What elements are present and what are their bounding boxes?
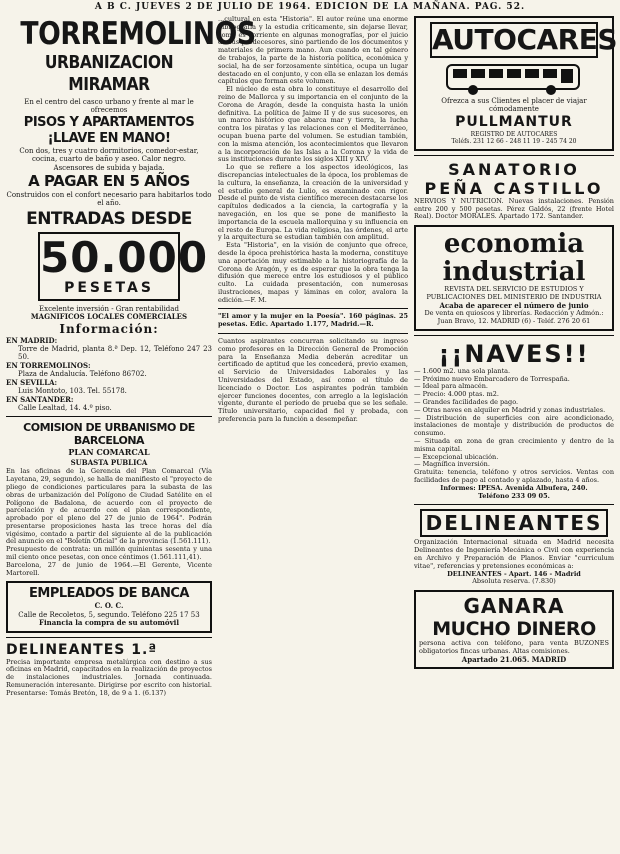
info-heading: Información: — [59, 321, 159, 336]
dash-bullet-icon: — — [414, 382, 423, 391]
naves-list-text: Precio: 4.000 ptas. m2. — [422, 390, 499, 399]
dash-bullet-icon: — — [414, 460, 423, 469]
divider — [6, 637, 212, 638]
right-column — [414, 16, 618, 669]
article-paragraph-3: Lo que se refiere a los aspectos ideológicos, las discrepancias intelectuales de la época, los problemas de la cultura, la enseñanza, la creación de la universidad y el estudio general de Lulio, es examinado con rigor. Desde el punto de vista científico merecen destacarse los capítulos dedicados a la ciencia, la cartografía y la navegación, en los que se pone de manifiesto la importancia de la escuela mallorquina y su influencia en el resto de Europa. La vida religiosa, las órdenes, el arte y la arquitectura se estudian también con amplitud. — [218, 163, 408, 242]
madrid-heading: EN MADRID: — [6, 335, 58, 345]
dash-bullet-icon: — — [414, 366, 423, 375]
article-paragraph-2: El núcleo de esta obra lo constituye el desarrollo del reino de Mallorca y su importancia en el conjunto de la Corona de Aragón, desde la conquista hasta la unión definitiva. La política de Jaime II y de sus sucesores, en un marco histórico que abarca mar y tierra, la lucha contra los piratas y las relaciones con el Mediterráneo, ocupan buena parte del volumen. Se estudian también, con la misma atención, los acontecimientos que llevaron a la incorporación de las Islas a la Corona y la vida de sus instituciones durante los siglos XIII y XIV. — [218, 85, 408, 164]
comision-body-2: Presupuesto de contrata: un millón quinientas sesenta y una mil ciento once pesetas, con once céntimos (1.561.111,41). — [6, 545, 212, 562]
divider — [414, 504, 614, 505]
torremolinos-ad — [6, 16, 256, 412]
naves-list-text: 1.600 m2. una sola planta. — [422, 366, 511, 375]
torre-intro: En el centro del casco urbano y frente al mar le ofrecemos — [24, 98, 194, 115]
divider — [6, 416, 212, 417]
sanatorio-title: SANATORIO — [448, 159, 580, 179]
naves-info: Informes: IPESA. Avenida Albufera, 240. — [440, 483, 588, 492]
left-column — [6, 16, 256, 698]
madrid-address: Torre de Madrid, planta 8.ª Dep. 12, Teléfono 247 23 50. — [18, 345, 212, 362]
dash-bullet-icon: — — [414, 436, 425, 445]
economia-ad — [414, 225, 614, 331]
article-paragraph-4: Esta "Historia", en la visión de conjunto que ofrece, desde la época prehistórica hasta la moderna, constituye una aportación muy estimable a la historiografía de la Corona de Aragón, y es de esperar que la obra tenga la difusión que merece entre los estudiosos y el público culto. La cuidada presentación, con numerosas ilustraciones, mapas y láminas en color, avalora la edición.—F. M. — [218, 241, 408, 304]
naves-list-text: Distribución de superficies con aire acondicionado, instalaciones de montaje y distribución de productos de consumo. — [414, 413, 614, 438]
autocares-ad — [414, 16, 618, 151]
divider — [414, 155, 614, 156]
naves-title: ¡¡NAVES!! — [438, 339, 590, 368]
ganara-ad — [414, 590, 614, 669]
delineantes-address-right: DELINEANTES - Apart. 146 - Madrid — [447, 569, 581, 578]
naves-phone: Teléfono 233 09 05. — [478, 491, 550, 500]
naves-list-item — [414, 415, 614, 438]
divider — [414, 335, 614, 336]
economia-venta: De venta en quioscos y librerías. Redacción y Admón.: Juan Bravo, 12. MADRID (6) - Teléf. 276 20 61 — [424, 309, 604, 325]
naves-list-text: Otras naves en alquiler en Madrid y zonas industriales. — [422, 405, 606, 414]
delineantes-title-left: DELINEANTES 1.ª — [6, 641, 158, 658]
torremolinos-address: Plaza de Andalucía. Teléfono 86702. — [18, 370, 147, 379]
naves-list-text: Próximo nuevo Embarcadero de Torrespaña. — [422, 374, 570, 383]
economia-body: REVISTA DEL SERVICIO DE ESTUDIOS Y PUBLICACIONES DEL MINISTERIO DE INDUSTRIA — [426, 285, 602, 301]
sanatorio-title-2: PEÑA CASTILLO — [424, 178, 604, 198]
pullmantur-sub: REGISTRO DE AUTOCARES — [470, 130, 558, 138]
price-box — [38, 232, 209, 301]
naves-list-text: Ideal para almacén. — [422, 382, 488, 391]
sanatorio-ad — [414, 160, 614, 221]
torremolinos-heading: EN TORREMOLINOS: — [6, 360, 91, 370]
ganara-address: Apartado 21.065. MADRID — [461, 654, 567, 664]
pullmantur-phone: Teléfs. 231 12 66 - 248 11 19 - 245 74 20 — [451, 137, 577, 145]
middle-column — [218, 16, 408, 852]
dash-bullet-icon: — — [414, 374, 423, 383]
autocares-title: AUTOCARES — [432, 23, 618, 56]
ganara-title-2: MUCHO DINERO — [432, 618, 596, 641]
naves-list — [414, 368, 614, 469]
article-paragraph-1: ...cultural en esta "Historia". El autor reúne una enorme bibliografía y la estudia críticamente, sin dejarse llevar, como es corriente en algunas monografías, por el juicio de sus predecesores, sino partiendo de los documentos y materiales de primera mano. Aun cuando en tal género de trabajos, la parte de la historia política, económica y social, ha de ser forzosamente sintética, ocupa un lugar destacado en el conjunto, y con ella se enlazan los demás capítulos que forman este volumen. — [218, 15, 408, 86]
aspirantes-notice: Cuantos aspirantes concurran solicitando su ingreso como profesores en la Dirección General de Promoción para la Enseñanza Media deberán acreditar un certificado de aptitud que les concederá, previo examen, el Servicio de Universidades Laborales y las Universidades del Estado, así como el título de licenciado o Doctor. Los aspirantes podrán también ejercer funciones docentes, con arreglo a la legislación vigente, durante el período de prueba que se les señale. Título universitario, capacidad fiel y probada, con preferencia para la función a desempeñar. — [218, 337, 408, 424]
naves-list-text: Grandes facilidades de pago. — [422, 397, 519, 406]
torremolinos-title: TORREMOLINOS — [20, 16, 256, 52]
autocares-tagline: Ofrezca a sus Clientes el placer de viajar cómodamente — [441, 97, 587, 114]
comision-sign: Barcelona, 27 de junio de 1964.—El Gerente, Vicente Martorell. — [6, 560, 212, 577]
torre-construidos: Construidos con el confort necesario para habitarlos todo el año. — [6, 191, 212, 208]
price-value: 50.000 — [40, 232, 209, 282]
delineantes-title-right: DELINEANTES — [420, 509, 608, 537]
dash-bullet-icon: — — [414, 413, 427, 422]
naves-ad — [414, 340, 614, 501]
plan-comarcal: PLAN COMARCAL — [68, 447, 150, 458]
naves-list-text: Magnífica inversión. — [422, 460, 490, 469]
pagar-heading: A PAGAR EN 5 AÑOS — [28, 172, 190, 191]
naves-list-item — [414, 438, 614, 454]
economia-title: economia — [443, 229, 585, 260]
empleados-title: EMPLEADOS DE BANCA — [29, 586, 189, 602]
divider — [218, 308, 408, 309]
empleados-ad — [6, 581, 212, 632]
subasta-publica: SUBASTA PUBLICA — [70, 458, 148, 468]
delineantes-body-left: Precisa importante empresa metalúrgica con destino a sus oficinas en Madrid, capacitados en la realización de proyectos de instalaciones industriales. Jornada continuada. Remuneración interesante. Dirigirse por escrito con historial. Presentarse: Tomás Bretón, 18, de 9 a 1. (6.137) — [6, 657, 212, 697]
economia-pub: Acaba de aparecer el número de junio — [439, 300, 589, 310]
comision-ad — [6, 421, 212, 577]
page-header: A B C. JUEVES 2 DE JULIO DE 1964. EDICION DE LA MAÑANA. PAG. 52. — [94, 2, 526, 12]
empleados-address: Calle de Recoletos, 5, segundo. Teléfono 225 17 53 — [18, 610, 200, 619]
naves-grat: Gratuita: tenencia, teléfono y otros servicios. Ventas con facilidades de pago al contado y aplazado, hasta 4 años. — [414, 468, 614, 484]
book-title-line: "El amor y la mujer en la Poesía". 160 páginas. 25 pesetas. Edic. Apartado 1.177, Madrid.—R. — [218, 312, 408, 329]
naves-list-text: Excepcional ubicación. — [422, 452, 499, 461]
delineantes-reserva: Absoluta reserva. (7.830) — [472, 577, 556, 586]
empleados-coc: C. O. C. — [94, 601, 124, 611]
bus-icon — [439, 61, 589, 97]
empleados-financia: Financia la compra de su automóvil — [38, 618, 179, 628]
industrial-title: industrial — [442, 257, 586, 288]
pullmantur-brand: PULLMANTUR — [455, 113, 573, 130]
llave-heading: ¡LLAVE EN MANO! — [47, 130, 171, 146]
torre-locales: MAGNIFICOS LOCALES COMERCIALES — [30, 312, 188, 322]
torre-inversion: Excelente inversión - Gran rentabilidad — [39, 304, 179, 313]
santander-heading: EN SANTANDER: — [6, 394, 74, 404]
comision-title: COMISION DE URBANISMO DE BARCELONA — [23, 421, 195, 448]
sevilla-heading: EN SEVILLA: — [6, 377, 58, 387]
delineantes-ad-right — [414, 509, 614, 586]
divider — [218, 333, 408, 334]
torre-ascensores: Ascensores de subida y bajada. — [53, 163, 165, 172]
urbanizacion-title: URBANIZACION MIRAMAR — [44, 52, 174, 95]
entradas-heading: ENTRADAS DESDE — [26, 208, 192, 229]
price-currency: PESETAS — [64, 279, 154, 296]
santander-address: Calle Lealtad, 14. 4.º piso. — [18, 403, 112, 412]
sanatorio-body: NERVIOS Y NUTRICION. Nuevas instalaciones. Pensión entre 200 y 500 pesetas. Pérez Galdós, 22 (frente Hotel Real). Doctor MORALES. Apartado 172. Santander. — [414, 196, 614, 221]
naves-list-text: Situada en zona de gran crecimiento y dentro de la misma capital. — [414, 436, 614, 453]
torre-rooms: Con dos, tres y cuatro dormitorios, comedor-estar, cocina, cuarto de baño y aseo. Calor negro. — [19, 146, 199, 164]
delineantes-ad-left — [6, 642, 212, 698]
dash-bullet-icon: — — [414, 397, 423, 406]
comision-body: En las oficinas de la Gerencia del Plan Comarcal (Vía Layetana, 29, segundo), se halla de manifiesto el "proyecto de pliego de condiciones particulares para la subasta de las obras de urbanización del Polígono de Ciudad Satélite en el Polígono de Badalona, de acuerdo con el proyecto de parcelación y de acuerdo con el plan correspondiente, aprobado por el pleno del 27 de junio de 1964". Podrán presentarse proposiciones hasta las trece horas del día vigésimo, contado a partir del siguiente al de la publicación del anuncio en el "Boletín Oficial" de la provincia (1.561.111). — [6, 467, 212, 546]
pisos-heading: PISOS Y APARTAMENTOS — [23, 114, 195, 130]
dash-bullet-icon: — — [414, 452, 423, 461]
delineantes-body-right: Organización Internacional situada en Madrid necesita Delineantes de Ingeniería Mecánica o Civil con experiencia en Archivo y Preparación de Planos. Enviar "curriculum vitae", referencias y pretensiones económicas a: — [414, 538, 614, 570]
dash-bullet-icon: — — [414, 405, 423, 414]
ganara-body: persona activa con teléfono, para venta BUZONES obligatorios fincas urbanas. Altas comisiones. — [419, 639, 609, 655]
sevilla-address: Luis Montoto, 103. Tel. 55178. — [18, 387, 127, 396]
dash-bullet-icon: — — [414, 390, 423, 399]
ganara-title: GANARA — [463, 594, 565, 619]
